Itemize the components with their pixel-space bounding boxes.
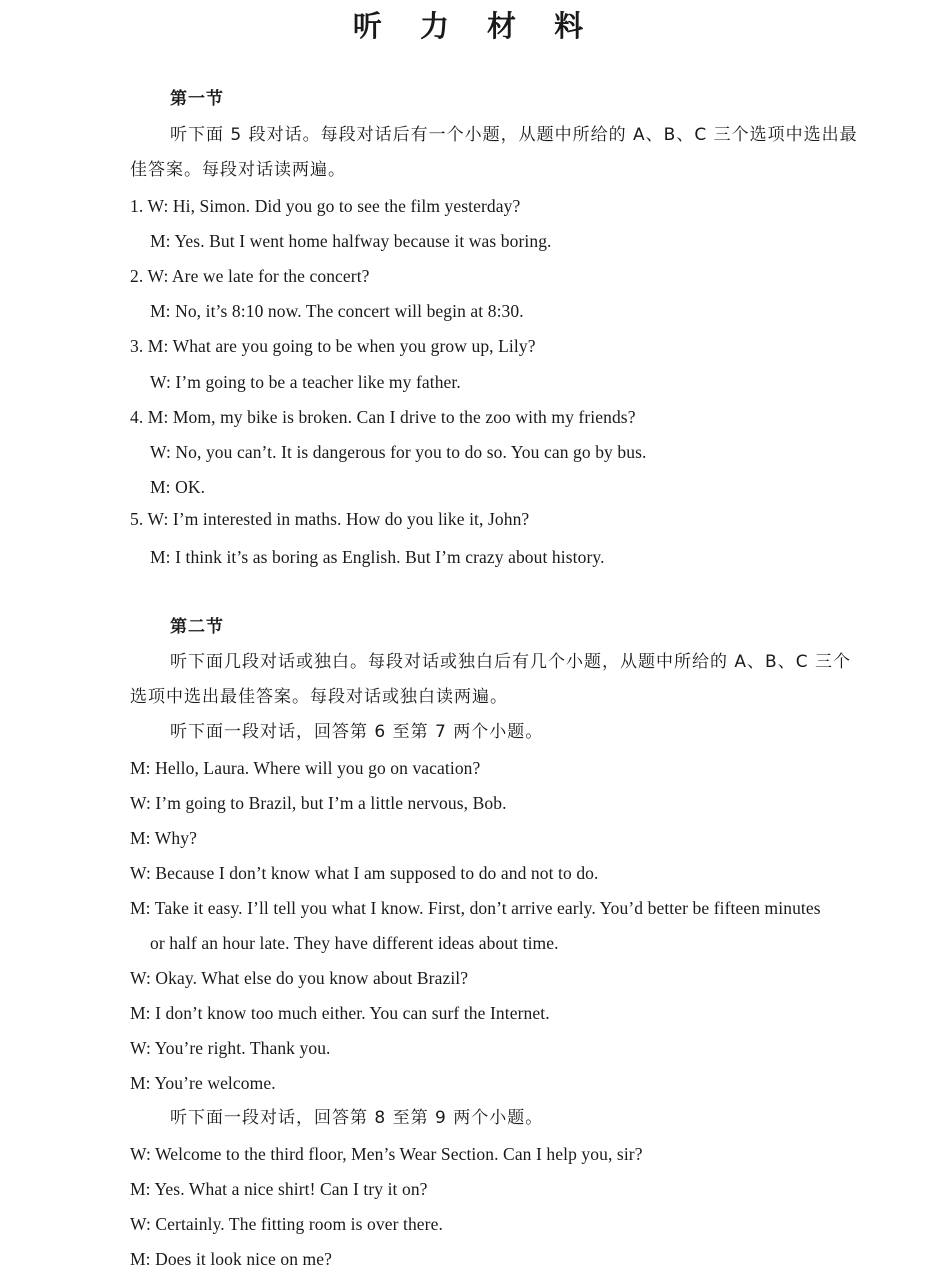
dialogue-line: 3. M: What are you going to be when you grow up, Lily? [130, 336, 536, 356]
dialogue-line: W: Welcome to the third floor, Men’s Wear Section. Can I help you, sir? [130, 1144, 643, 1164]
dialogue-line: M: I think it’s as boring as English. But I’m crazy about history. [150, 547, 605, 567]
section1-intro-line2: 佳答案。每段对话读两遍。 [130, 160, 346, 180]
dialogue-line: M: Take it easy. I’ll tell you what I know. First, don’t arrive early. You’d better be fifteen minutes [130, 898, 821, 918]
dialogue-line: W: I’m going to be a teacher like my father. [150, 372, 461, 392]
dialogue-line: M: Hello, Laura. Where will you go on vacation? [130, 758, 481, 778]
dialogue-line: M: Why? [130, 828, 197, 848]
dialogue-line: W: You’re right. Thank you. [130, 1038, 331, 1058]
dialogue-line: W: Certainly. The fitting room is over there. [130, 1214, 443, 1234]
dialogue-line: 2. W: Are we late for the concert? [130, 266, 370, 286]
dialogue-line: W: No, you can’t. It is dangerous for you to do so. You can go by bus. [150, 442, 647, 462]
dialogue-line: or half an hour late. They have different ideas about time. [150, 933, 559, 953]
section1-heading: 第一节 [170, 89, 224, 109]
dialogue-line: M: OK. [150, 477, 206, 497]
section2-intro-line2: 选项中选出最佳答案。每段对话或独白读两遍。 [130, 687, 508, 707]
dialogue-line: 1. W: Hi, Simon. Did you go to see the film yesterday? [130, 196, 521, 216]
section1-intro-line1: 听下面 5 段对话。每段对话后有一个小题，从题中所给的 A、B、C 三个选项中选出最 [170, 125, 858, 145]
section2-intro-line1: 听下面几段对话或独白。每段对话或独白后有几个小题，从题中所给的 A、B、C 三个 [170, 652, 851, 672]
dialogue-line: M: I don’t know too much either. You can surf the Internet. [130, 1003, 550, 1023]
dialogue-line: M: You’re welcome. [130, 1073, 276, 1093]
dialogue-line: W: I’m going to Brazil, but I’m a little nervous, Bob. [130, 793, 507, 813]
dialogue-line: W: Because I don’t know what I am supposed to do and not to do. [130, 863, 599, 883]
instruction-6-7: 听下面一段对话，回答第 6 至第 7 两个小题。 [170, 722, 544, 742]
dialogue-line: 4. M: Mom, my bike is broken. Can I drive to the zoo with my friends? [130, 407, 636, 427]
dialogue-line: M: Yes. What a nice shirt! Can I try it on? [130, 1179, 428, 1199]
dialogue-line: M: Yes. But I went home halfway because it was boring. [150, 231, 552, 251]
dialogue-line: M: Does it look nice on me? [130, 1249, 332, 1269]
instruction-8-9: 听下面一段对话，回答第 8 至第 9 两个小题。 [170, 1108, 544, 1128]
dialogue-line: W: Okay. What else do you know about Brazil? [130, 968, 469, 988]
section2-heading: 第二节 [170, 617, 224, 637]
dialogue-line: M: No, it’s 8:10 now. The concert will begin at 8:30. [150, 301, 524, 321]
dialogue-line: 5. W: I’m interested in maths. How do you like it, John? [130, 509, 530, 529]
page-title: 听 力 材 料 [352, 9, 598, 43]
